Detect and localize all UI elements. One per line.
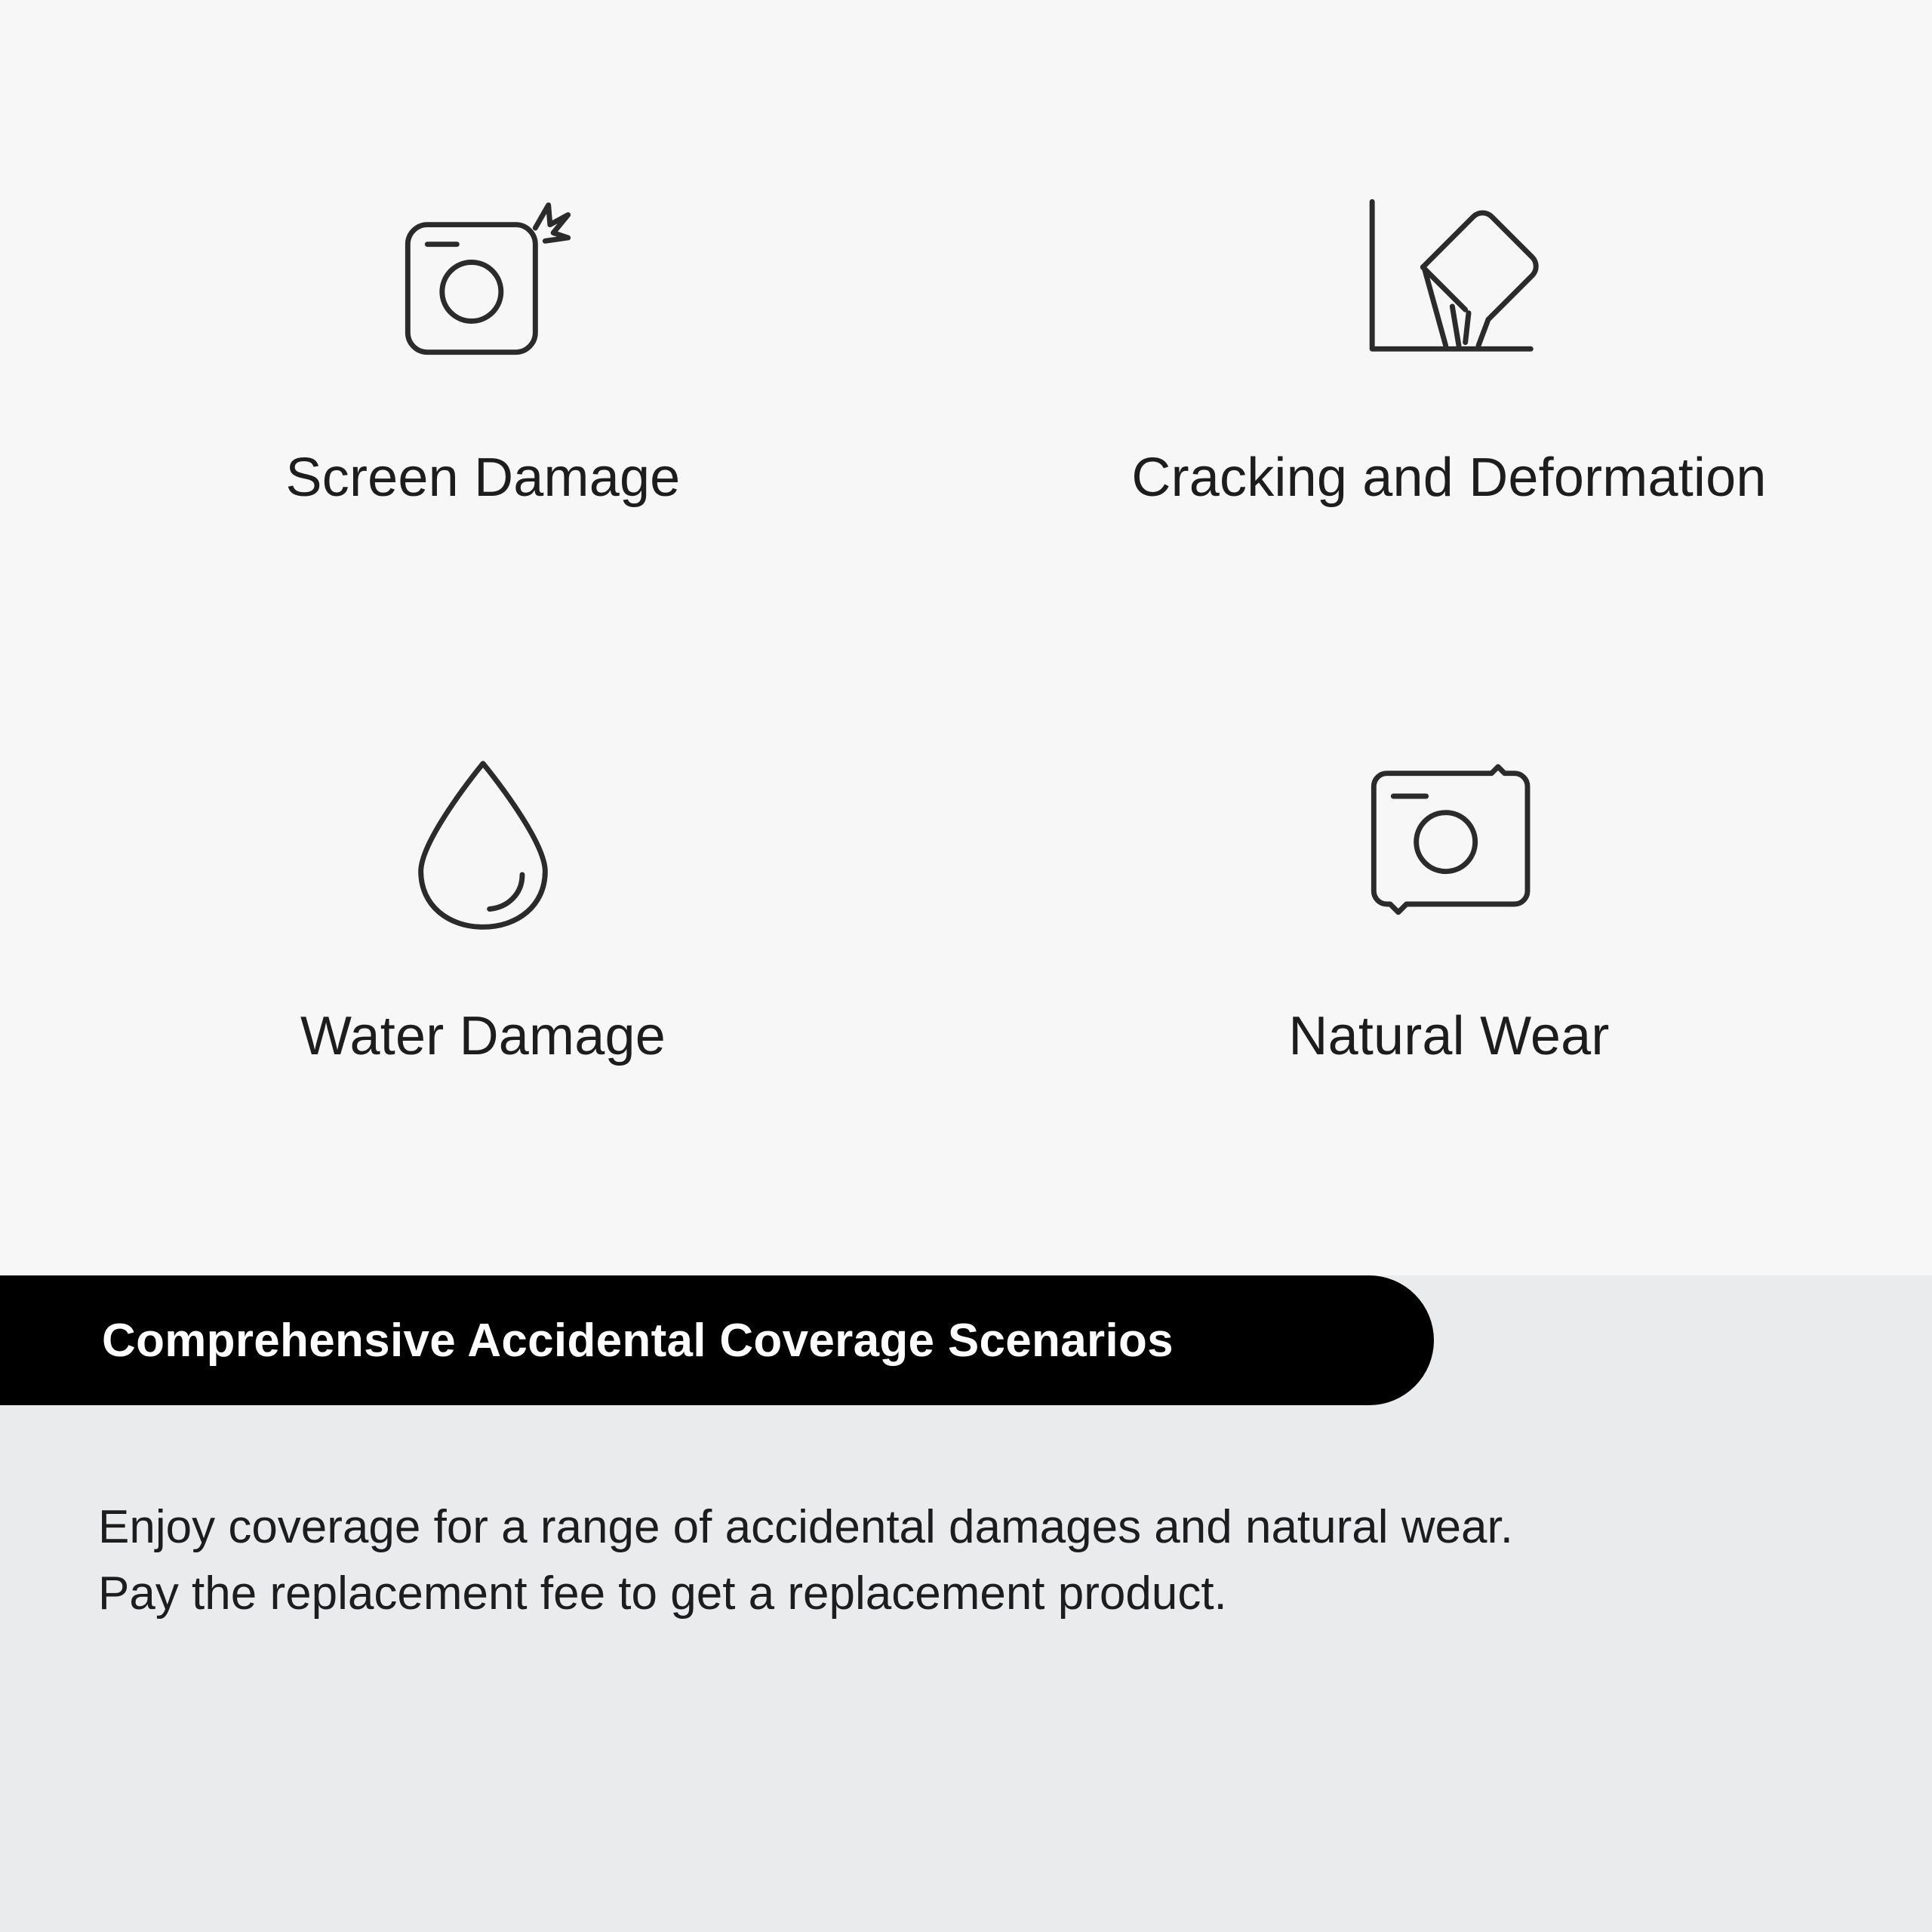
water-drop-icon	[370, 732, 596, 958]
scenario-item-cracking-deformation	[966, 174, 1932, 566]
impact-crack-icon	[1336, 174, 1562, 400]
coverage-description-line-1: Enjoy coverage for a range of accidental damages and natural wear.	[98, 1501, 1513, 1553]
section-banner-title: Comprehensive Accidental Coverage Scenarios	[102, 1314, 1174, 1367]
scenario-label: Water Damage	[300, 1006, 666, 1066]
scenario-item-natural-wear	[966, 732, 1932, 1124]
scenario-label: Cracking and Deformation	[1131, 448, 1767, 508]
scenario-item-water-damage	[0, 732, 966, 1124]
scenario-item-screen-damage	[0, 174, 966, 566]
coverage-description-line-2: Pay the replacement fee to get a replacement product.	[98, 1567, 1227, 1620]
scenario-label: Screen Damage	[285, 448, 681, 508]
section-banner	[0, 1275, 1434, 1405]
coverage-description	[98, 1494, 1834, 1627]
cracked-screen-icon	[370, 174, 596, 400]
scenario-label: Natural Wear	[1288, 1006, 1610, 1066]
scenario-grid	[0, 174, 1932, 1124]
worn-device-icon	[1336, 732, 1562, 958]
coverage-summary-section	[0, 1275, 1932, 1932]
